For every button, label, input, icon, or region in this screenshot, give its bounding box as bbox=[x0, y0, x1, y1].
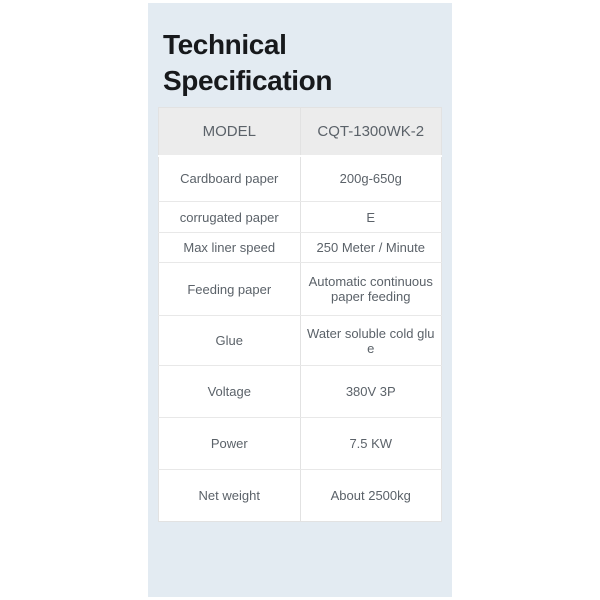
spec-value: Water soluble cold glue bbox=[300, 316, 442, 366]
spec-table-header-model-value: CQT-1300WK-2 bbox=[300, 108, 442, 156]
spec-value: 200g-650g bbox=[300, 156, 442, 202]
spec-value: 380V 3P bbox=[300, 366, 442, 418]
table-row bbox=[159, 263, 442, 316]
table-row bbox=[159, 233, 442, 263]
table-row bbox=[159, 202, 442, 233]
spec-value: 250 Meter / Minute bbox=[300, 233, 442, 263]
content-panel bbox=[148, 3, 452, 597]
spec-table-header-model: MODEL bbox=[159, 108, 301, 156]
spec-label: Feeding paper bbox=[159, 263, 301, 316]
spec-label: Net weight bbox=[159, 470, 301, 522]
spec-value: About 2500kg bbox=[300, 470, 442, 522]
spec-table-header-row bbox=[159, 108, 442, 156]
table-row bbox=[159, 316, 442, 366]
spec-value: 7.5 KW bbox=[300, 418, 442, 470]
spec-table bbox=[158, 107, 442, 522]
spec-value: Automatic continuous paper feeding bbox=[300, 263, 442, 316]
page-title: Technical Specification bbox=[163, 29, 333, 96]
table-row bbox=[159, 156, 442, 202]
spec-value: E bbox=[300, 202, 442, 233]
table-row bbox=[159, 418, 442, 470]
spec-label: corrugated paper bbox=[159, 202, 301, 233]
spec-label: Power bbox=[159, 418, 301, 470]
spec-label: Cardboard paper bbox=[159, 156, 301, 202]
spec-label: Voltage bbox=[159, 366, 301, 418]
spec-label: Glue bbox=[159, 316, 301, 366]
table-row bbox=[159, 366, 442, 418]
table-row bbox=[159, 470, 442, 522]
spec-label: Max liner speed bbox=[159, 233, 301, 263]
